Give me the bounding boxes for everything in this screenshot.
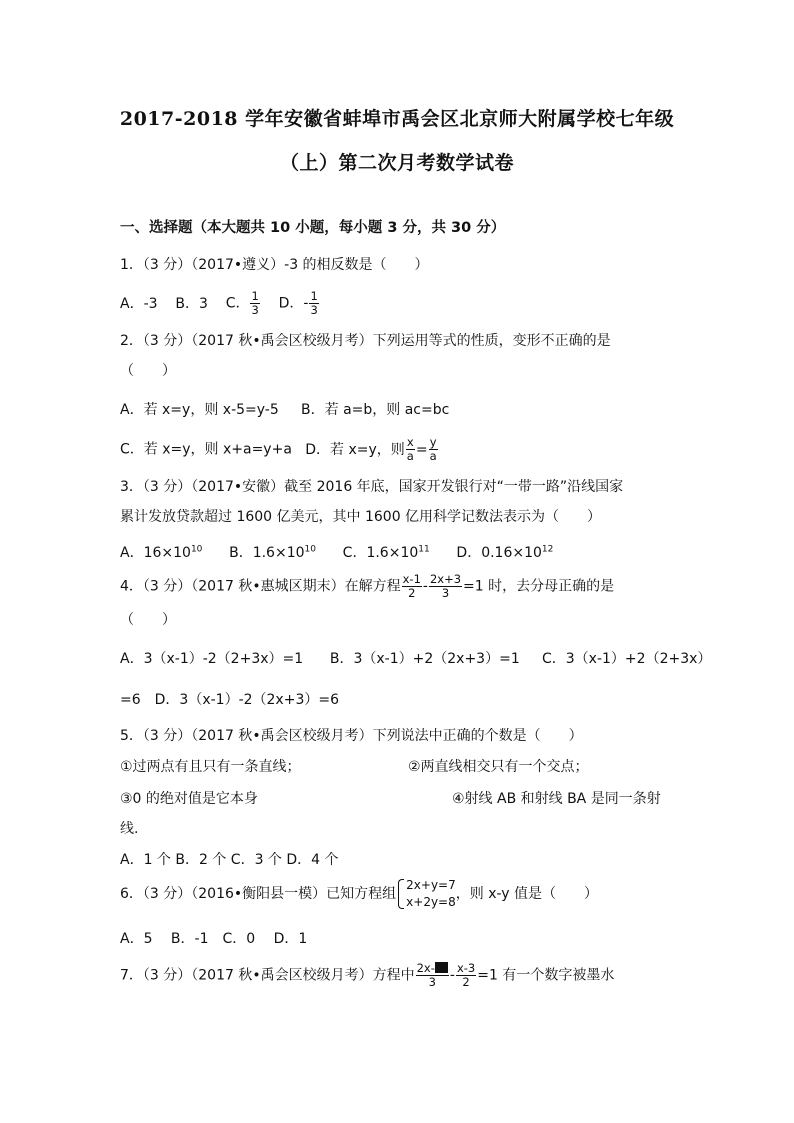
question-3-stem-line2: 累计发放贷款超过 1600 亿美元，其中 1600 亿用科学记数法表示为（ ）: [120, 509, 602, 525]
fraction: $\frac{1}{3}$: [310, 289, 318, 317]
exam-title-line1: 2017-2018 学年安徽省蚌埠市禹会区北京师大附属学校七年级: [119, 108, 675, 130]
question-4-paren: （ ）: [120, 612, 176, 628]
question-4-options-line1: [120, 649, 711, 669]
q3-option-c: C．$1.6\times 10^{11}$: [342, 544, 430, 561]
exam-title-line2: （上）第二次月考数学试卷: [279, 152, 514, 174]
section-heading: 一、选择题（本大题共 10 小题，每小题 3 分，共 30 分）: [120, 220, 506, 236]
q4-option-c: C．3（x-1）+2（2+3x）: [542, 651, 712, 667]
question-2-paren: （ ）: [120, 363, 176, 379]
question-6-stem: 6．（3 分）（2016•衡阳县一模）已知方程组 2x+y=7 x+2y=8 ，则 x-y 值是（ ）: [120, 878, 599, 909]
question-1-options: [120, 290, 320, 317]
q5-statement-4: ④射线 AB 和射线 BA 是同一条射: [452, 791, 661, 807]
q5-statement-1: ①过两点有且只有一条直线；: [120, 759, 301, 775]
q5-statement-3: ③0 的绝对值是它本身: [120, 791, 258, 807]
q3-option-d: D．$0.16\times 10^{12}$: [456, 544, 554, 561]
fraction: $\frac{x-3}{2}$: [456, 961, 476, 989]
question-3-options: [120, 539, 553, 563]
q3-option-a: A．$16\times 10^{10}$: [120, 544, 203, 561]
q5-statement-2: ②两直线相交只有一个交点；: [408, 759, 589, 775]
equation-system: 2x+y=7 x+2y=8: [396, 877, 456, 911]
question-2-stem: 2．（3 分）（2017 秋•禹会区校级月考）下列运用等式的性质，变形不正确的是: [120, 333, 611, 349]
q2-option-a: A．若 x=y，则 x-5=y-5: [120, 402, 279, 418]
question-5-stem: 5．（3 分）（2017 秋•禹会区校级月考）下列说法中正确的个数是（ ）: [120, 728, 583, 744]
q2-option-c: C．若 x=y，则 x+a=y+a: [120, 441, 292, 458]
q1-option-a: A．-3: [120, 295, 158, 312]
question-6-options: A．5 B．-1 C．0 D．1: [120, 931, 308, 947]
question-5-options: A．1 个 B．2 个 C．3 个 D．4 个: [120, 852, 339, 868]
question-7-stem: 7．（3 分）（2017 秋•禹会区校级月考）方程中 $\frac{2x-}{3}$ - $\frac{x-3}{2}$ =1 有一个数字被墨水: [120, 961, 615, 989]
fraction: $\frac{2x-}{3}$: [416, 962, 449, 989]
question-4-stem: 4．（3 分）（2017 秋•惠城区期末）在解方程 $\frac{x-1}{2}$ - $\frac{2x+3}{3}$ =1 时，去分母正确的是: [120, 572, 615, 600]
q2-option-d: D．若 x=y，则 $\frac{x}{a}$ = $\frac{y}{a}$: [305, 435, 437, 463]
q2-option-b: B．若 a=b，则 ac=bc: [301, 402, 450, 418]
question-2-options-ab: [120, 400, 449, 420]
question-3-stem-line1: 3．（3 分）（2017•安徽）截至 2016 年底，国家开发银行对“一带一路”沿线国家: [120, 479, 624, 495]
q1-option-b: B．3: [175, 295, 208, 312]
fraction: $\frac{x}{a}$: [406, 435, 414, 463]
fraction: $\frac{y}{a}$: [429, 435, 437, 463]
question-1-stem: 1．（3 分）（2017•遵义）-3 的相反数是（ ）: [120, 257, 429, 273]
q5-statement-4-cont: 线.: [120, 821, 139, 837]
question-2-options-cd: [120, 436, 439, 463]
fraction: $\frac{1}{3}$: [251, 289, 259, 317]
q4-option-a: A．3（x-1）-2（2+3x）=1: [120, 651, 304, 667]
fraction: $\frac{x-1}{2}$: [402, 572, 421, 600]
q1-option-c: C． $\frac{1}{3}$: [225, 289, 259, 317]
ink-blot-icon: [435, 962, 448, 973]
q4-option-b: B．3（x-1）+2（2x+3）=1: [329, 651, 520, 667]
q3-option-b: B．$1.6\times 10^{10}$: [229, 544, 316, 561]
fraction: $\frac{2x+3}{3}$: [429, 572, 462, 600]
question-4-options-line2: =6 D．3（x-1）-2（2x+3）=6: [120, 692, 339, 708]
q1-option-d: D．- $\frac{1}{3}$: [278, 289, 318, 317]
